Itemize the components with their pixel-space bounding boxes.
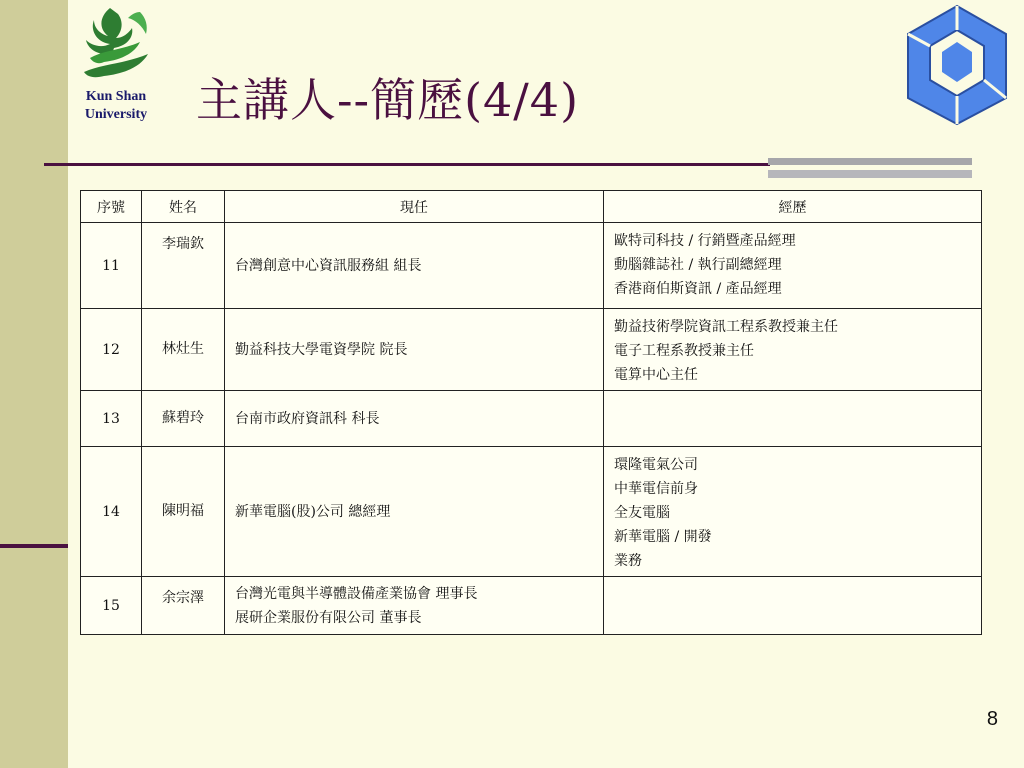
header-experience: 經歷 bbox=[604, 191, 982, 223]
experience-line: 全友電腦 bbox=[614, 505, 670, 521]
current-position-cell bbox=[225, 577, 604, 635]
decorative-gray-bar-top bbox=[768, 158, 972, 165]
current-position-line: 台灣光電與半導體設備產業協會 理事長 bbox=[235, 585, 478, 602]
experience-line: 新華電腦 / 開發 bbox=[614, 529, 712, 545]
experience-line: 電算中心主任 bbox=[614, 367, 698, 383]
speaker-bio-table bbox=[80, 190, 982, 635]
college-of-it-logo bbox=[898, 2, 1016, 128]
experience-line: 勤益技術學院資訊工程系教授兼主任 bbox=[614, 319, 838, 335]
speaker-name: 蘇碧玲 bbox=[162, 410, 204, 426]
university-name-line2: University bbox=[84, 107, 148, 122]
speaker-name-cell bbox=[142, 309, 225, 391]
table-row bbox=[81, 577, 982, 635]
table-header-row bbox=[81, 191, 982, 223]
experience-line: 香港商伯斯資訊 / 產品經理 bbox=[614, 281, 782, 297]
experience-line: 環隆電氣公司 bbox=[614, 457, 698, 473]
page-title: 主講人--簡歷(4/4) bbox=[196, 73, 580, 127]
current-position-cell bbox=[225, 223, 604, 309]
experience-line: 歐特司科技 / 行銷暨產品經理 bbox=[614, 233, 796, 249]
experience-line: 業務 bbox=[614, 553, 642, 569]
experience-cell bbox=[604, 223, 982, 309]
experience-cell bbox=[604, 391, 982, 447]
table-row bbox=[81, 391, 982, 447]
speaker-name-cell bbox=[142, 391, 225, 447]
current-position-line: 台南市政府資訊科 科長 bbox=[235, 410, 380, 427]
college-hexagon-logo-icon bbox=[898, 2, 1016, 128]
speaker-name: 林灶生 bbox=[162, 341, 204, 357]
header-current-position: 現任 bbox=[225, 191, 604, 223]
experience-cell bbox=[604, 577, 982, 635]
current-position-cell bbox=[225, 391, 604, 447]
university-name-line1: Kun Shan bbox=[85, 89, 147, 104]
current-position-cell bbox=[225, 309, 604, 391]
current-position-line: 新華電腦(股)公司 總經理 bbox=[235, 503, 391, 520]
left-accent-rule bbox=[0, 544, 68, 548]
experience-cell bbox=[604, 447, 982, 577]
experience-cell bbox=[604, 309, 982, 391]
title-underline bbox=[44, 163, 770, 166]
decorative-gray-bar-bottom bbox=[768, 170, 972, 178]
experience-line: 動腦雜誌社 / 執行副總經理 bbox=[614, 257, 782, 273]
kun-shan-university-logo bbox=[70, 2, 162, 126]
ksu-emblem-icon bbox=[70, 2, 162, 88]
current-position-line: 展研企業服份有限公司 董事長 bbox=[235, 609, 422, 626]
current-position-line: 台灣創意中心資訊服務組 組長 bbox=[235, 257, 422, 274]
row-number: 15 bbox=[81, 577, 142, 635]
speaker-name-cell bbox=[142, 223, 225, 309]
current-position-cell bbox=[225, 447, 604, 577]
table-row bbox=[81, 447, 982, 577]
row-number: 14 bbox=[81, 447, 142, 577]
speaker-name: 陳明福 bbox=[162, 503, 204, 519]
row-number: 11 bbox=[81, 223, 142, 309]
current-position-line: 勤益科技大學電資學院 院長 bbox=[235, 341, 408, 358]
header-number: 序號 bbox=[81, 191, 142, 223]
speaker-name: 余宗澤 bbox=[162, 590, 204, 606]
table-row bbox=[81, 223, 982, 309]
page-number: 8 bbox=[986, 708, 998, 730]
row-number: 13 bbox=[81, 391, 142, 447]
left-side-bar bbox=[0, 0, 68, 768]
table-row bbox=[81, 309, 982, 391]
speaker-name-cell bbox=[142, 577, 225, 635]
experience-line: 電子工程系教授兼主任 bbox=[614, 343, 754, 359]
speaker-name: 李瑞欽 bbox=[162, 236, 204, 252]
speaker-name-cell bbox=[142, 447, 225, 577]
experience-line: 中華電信前身 bbox=[614, 481, 698, 497]
header-name: 姓名 bbox=[142, 191, 225, 223]
row-number: 12 bbox=[81, 309, 142, 391]
